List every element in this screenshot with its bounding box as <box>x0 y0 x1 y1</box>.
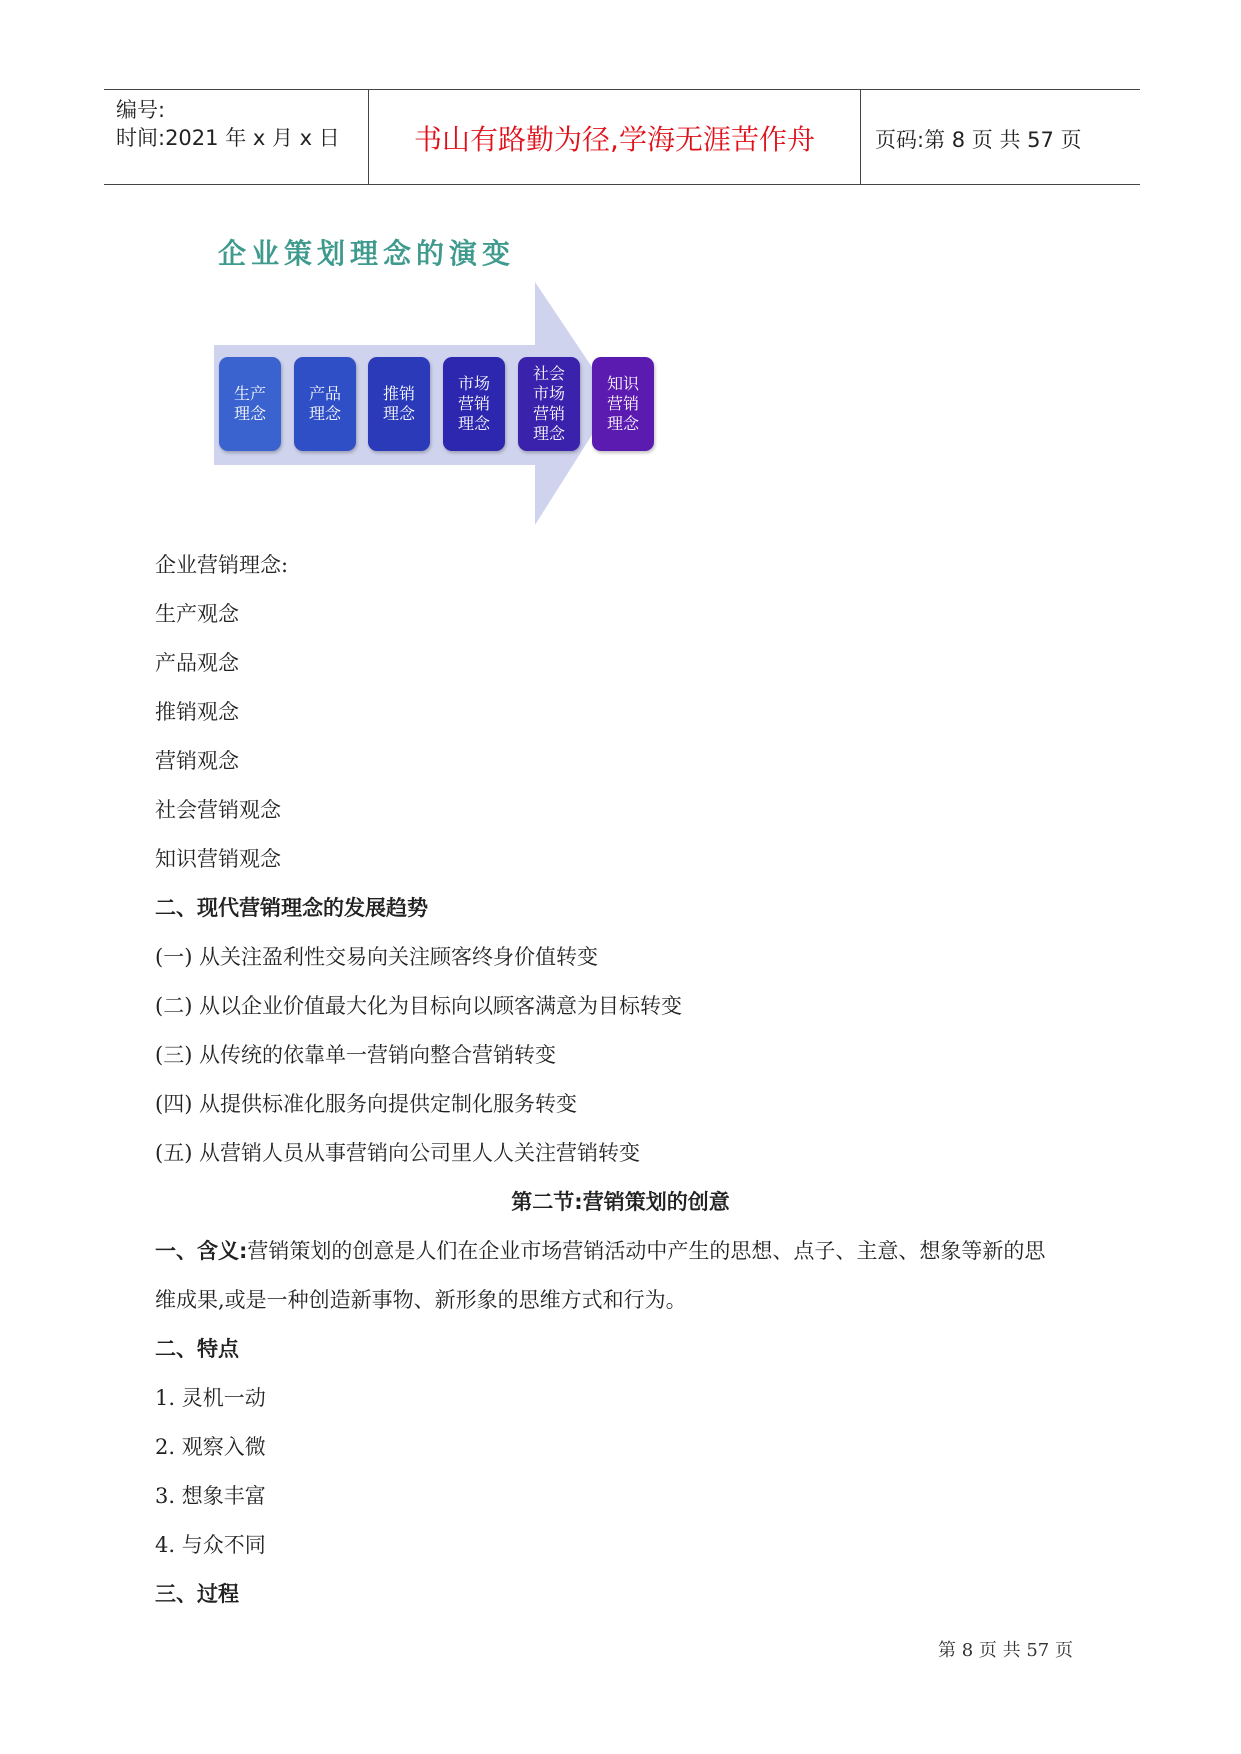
concept-box-label: 市场营销理念 <box>457 374 490 433</box>
concept-item: 营销观念 <box>155 749 239 773</box>
trend-item: (五) 从营销人员从事营销向公司里人人关注营销转变 <box>155 1141 641 1165</box>
concept-item: 社会营销观念 <box>155 798 281 822</box>
header-motto: 书山有路勤为径,学海无涯苦作舟 <box>414 123 815 156</box>
header-code-label: 编号: <box>116 98 166 122</box>
concept-box-knowledge-marketing <box>592 357 654 451</box>
concept-box-production <box>219 357 281 451</box>
concept-box-label: 知识营销理念 <box>606 374 639 433</box>
concept-box-label: 产品理念 <box>308 384 341 423</box>
header-motto-cell <box>369 90 861 184</box>
diagram-title: 企业策划理念的演变 <box>218 237 516 270</box>
concept-box-selling <box>368 357 430 451</box>
concept-item: 生产观念 <box>155 602 239 626</box>
concept-item: 推销观念 <box>155 700 239 724</box>
concept-item: 产品观念 <box>155 651 239 675</box>
trend-item: (四) 从提供标准化服务向提供定制化服务转变 <box>155 1092 578 1116</box>
feature-item: 1. 灵机一动 <box>155 1386 266 1410</box>
feature-item: 2. 观察入微 <box>155 1435 266 1459</box>
process-heading: 三、过程 <box>155 1582 239 1606</box>
trend-item: (二) 从以企业价值最大化为目标向以顾客满意为目标转变 <box>155 994 683 1018</box>
concept-box-product <box>294 357 356 451</box>
concept-box-social-marketing <box>518 357 580 451</box>
section2-heading: 二、现代营销理念的发展趋势 <box>155 896 428 920</box>
header-time-label: 时间:2021 年 x 月 x 日 <box>116 126 340 150</box>
concept-box-label: 生产理念 <box>233 384 266 423</box>
intro-text: 企业营销理念: <box>155 553 289 577</box>
concept-box-marketing <box>443 357 505 451</box>
feature-item: 3. 想象丰富 <box>155 1484 266 1508</box>
chapter-title: 第二节:营销策划的创意 <box>511 1190 730 1214</box>
header-page-label: 页码:第 8 页 共 57 页 <box>875 128 1082 152</box>
feature-item: 4. 与众不同 <box>155 1533 266 1557</box>
trend-item: (一) 从关注盈利性交易向关注顾客终身价值转变 <box>155 945 599 969</box>
concept-box-label: 推销理念 <box>382 384 415 423</box>
page-footer: 第 8 页 共 57 页 <box>938 1640 1073 1661</box>
meaning-label: 一、含义: <box>155 1239 248 1263</box>
header-info-cell <box>104 90 369 184</box>
concept-item: 知识营销观念 <box>155 847 281 871</box>
meaning-paragraph <box>155 1235 1045 1265</box>
trend-item: (三) 从传统的依靠单一营销向整合营销转变 <box>155 1043 557 1067</box>
header-page-cell <box>861 90 1140 184</box>
meaning-text-continued: 维成果,或是一种创造新事物、新形象的思维方式和行为。 <box>155 1288 687 1312</box>
page-header <box>104 89 1140 185</box>
meaning-text: 营销策划的创意是人们在企业市场营销活动中产生的思想、点子、主意、想象等新的思 <box>247 1239 1046 1263</box>
concept-box-label: 社会市场营销理念 <box>532 364 565 443</box>
features-heading: 二、特点 <box>155 1337 239 1361</box>
